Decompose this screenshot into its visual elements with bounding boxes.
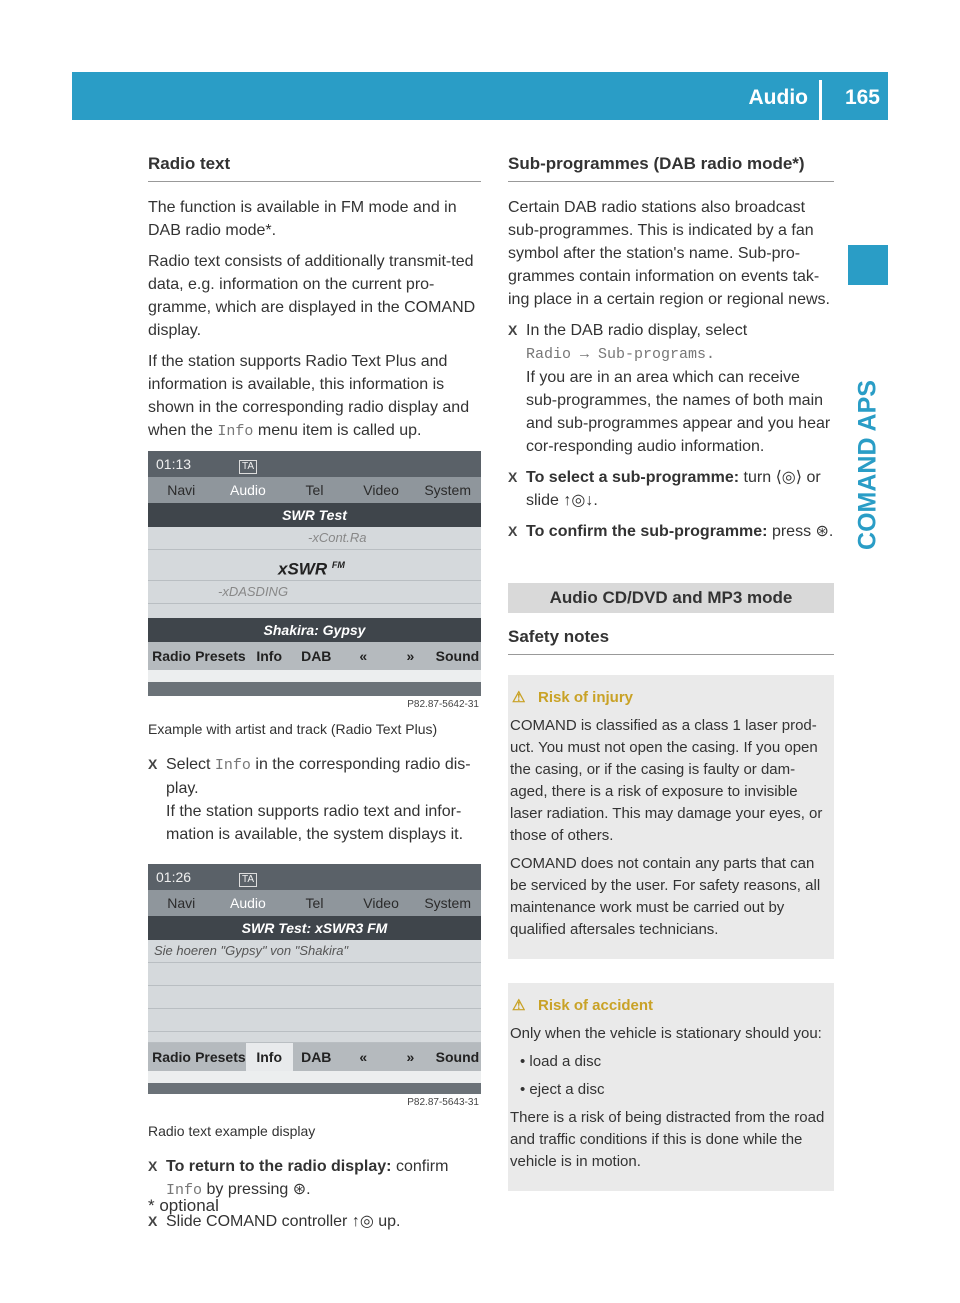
instruction-step: X In the DAB radio display, select Radio → Sub-programs. If you are in an area which can receive sub-programmes, the names of both main and sub-programmes appear and you hear cor-responding audio information. <box>508 319 834 458</box>
side-label-text: COMAND APS <box>853 380 882 550</box>
sub-programmes-heading: Sub-programmes (DAB radio mode*) <box>508 152 834 182</box>
instruction-step: X Slide COMAND controller ↑◎ up. <box>148 1210 481 1233</box>
instruction-step: X Select Info in the corresponding radio dis-play. If the station supports radio text and infor-mation is available, the system displays it. <box>148 753 481 846</box>
image-reference: P82.87-5643-31 <box>407 1097 479 1108</box>
image-reference: P82.87-5642-31 <box>407 699 479 710</box>
radio-display-screenshot-2 <box>148 864 481 1108</box>
section-heading: Audio CD/DVD and MP3 mode <box>508 583 834 613</box>
ta-icon: TA <box>239 873 257 887</box>
station-name: SWR Test <box>148 503 481 527</box>
screen-status-bar: 01:26 TA <box>148 864 481 890</box>
safety-notes-heading: Safety notes <box>508 625 834 655</box>
screen-main-menu: Navi Audio Tel Video System <box>148 477 481 503</box>
screen-softkeys: Radio Presets Info DAB « » Sound <box>148 1043 481 1071</box>
page-number: 165 <box>844 86 880 109</box>
paragraph: Certain DAB radio stations also broadcast sub-programmes. This is indicated by a fan symbol after the station's name. Sub-pro-grammes contain information on events tak-ing place in a certain region or regional news. <box>508 199 830 308</box>
paragraph: If the station supports Radio Text Plus and information is available, this information is shown in the corresponding radio display and when the Info menu item is called up. <box>148 353 470 440</box>
caption: Radio text example display <box>148 1123 316 1139</box>
warning-icon: ⚠ <box>512 689 526 706</box>
side-tab-marker <box>848 245 888 285</box>
paragraph: Radio text consists of additionally transmit-ted data, e.g. information on the current pro-gramme, which are displayed in the COMAND display. <box>148 253 476 339</box>
warning-icon: ⚠ <box>512 997 526 1014</box>
footnote: * optional <box>148 1196 219 1215</box>
radio-text-area: Sie hoeren "Gypsy" von "Shakira" <box>148 940 481 1043</box>
bullet-item: • load a disc <box>520 1053 602 1070</box>
instruction-step: X To select a sub-programme: turn ⟨◎⟩ or slide ↑◎↓. <box>508 466 834 512</box>
left-column <box>148 152 481 1241</box>
right-column <box>508 152 834 1215</box>
header-divider <box>819 80 822 120</box>
ta-icon: TA <box>239 460 257 474</box>
station-list: -xCont.Ra xSWR $^{FM}$ -xDASDING <box>148 527 481 618</box>
screen-softkeys: Radio Presets Info DAB « » Sound <box>148 642 481 670</box>
bullet-item: • eject a disc <box>520 1081 605 1098</box>
instruction-step: X To return to the radio display: confirm Info by pressing ⊛. <box>148 1155 481 1202</box>
warning-box-injury: ⚠ Risk of injury COMAND is classified as a class 1 laser prod-uct. You must not open the casing. If you open the casing, or if the casing is faulty or dam-aged, there is a risk of exposure to invisible laser radiation. This may damage your eyes, or those of others. COMAND does not contain any parts that can be serviced by the user. For safety reasons, all maintenance work must be carried out by qualified aftersales technicians. <box>508 675 834 959</box>
instruction-step: X To confirm the sub-programme: press ⊛. <box>508 520 834 543</box>
paragraph: The function is available in FM mode and in DAB radio mode*. <box>148 199 457 239</box>
header-bar <box>72 72 888 120</box>
radio-display-screenshot-1 <box>148 451 481 710</box>
screen-status-bar: 01:13 TA <box>148 451 481 477</box>
screen-main-menu: Navi Audio Tel Video System <box>148 890 481 916</box>
track-info: Shakira: Gypsy <box>148 618 481 642</box>
menu-code: Info <box>217 423 254 440</box>
radio-text-heading: Radio text <box>148 152 481 182</box>
warning-box-accident: ⚠ Risk of accident Only when the vehicle is stationary should you: • load a disc • eject a disc There is a risk of being distracted from the road and traffic conditions if this is done while the vehicle is in motion. <box>508 983 834 1191</box>
header-title: Audio <box>748 86 808 109</box>
side-label <box>844 305 892 625</box>
station-name: SWR Test: xSWR3 FM <box>148 916 481 940</box>
caption: Example with artist and track (Radio Text Plus) <box>148 721 438 737</box>
